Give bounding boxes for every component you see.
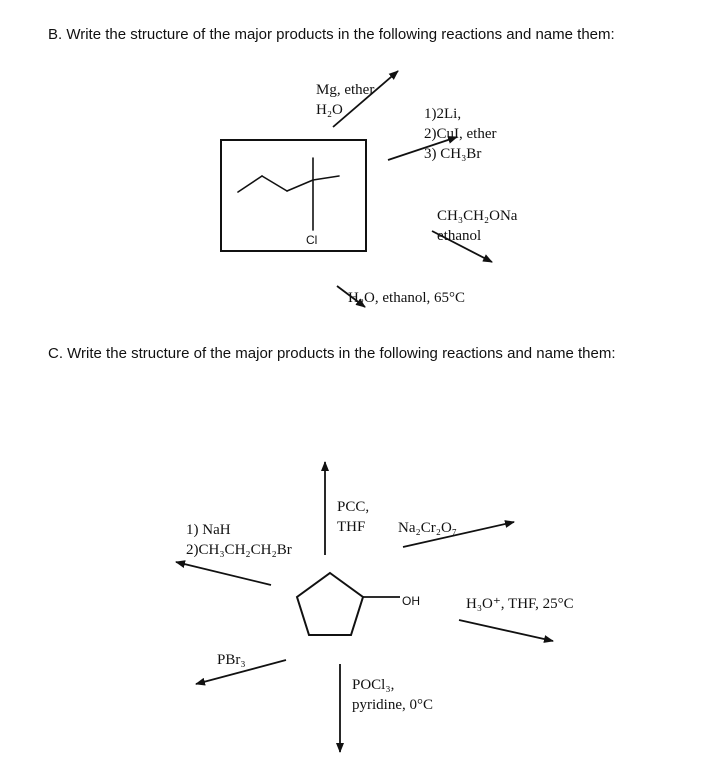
- reagent-b-mg-ether: Mg, ether H₂O: [316, 82, 375, 118]
- substrate-box: [221, 140, 366, 251]
- arrow-grignard: [333, 71, 398, 127]
- section-c-heading: C. Write the structure of the major products in the following reactions and name them:: [48, 345, 616, 362]
- reagent-c-pbr3: PBr₃: [217, 652, 246, 668]
- arrow-elimination: [432, 231, 492, 262]
- reagent-b-solvolysis: H₂O, ethanol, 65°C: [348, 290, 466, 306]
- section-b-heading: B. Write the structure of the major products in the following reactions and name them:: [48, 26, 615, 43]
- cyclopentane-ring: [297, 573, 363, 635]
- arrow-williamson: [176, 562, 271, 585]
- reagent-c-williamson: 1) NaH 2)CH₃CH₂CH₂Br: [186, 522, 292, 558]
- alkyl-chloride-structure: [238, 158, 339, 230]
- arrow-pbr3: [196, 660, 286, 684]
- arrow-gilman: [388, 137, 457, 160]
- chlorine-label: Cl: [306, 233, 318, 247]
- reagent-b-ethoxide: CH₃CH₂ONa ethanol: [437, 208, 518, 244]
- reagent-c-acid: H₃O⁺, THF, 25°C: [466, 596, 574, 612]
- reagent-b-cuprate: 1)2Li, 2)CuI, ether 3) CH₃Br: [424, 106, 497, 162]
- arrow-solvolysis: [337, 286, 365, 307]
- reagent-c-dichromate: Na₂Cr₂O₇: [398, 520, 458, 536]
- arrow-dichromate: [403, 522, 514, 547]
- reagent-c-pocl3: POCl₃, pyridine, 0°C: [352, 677, 433, 713]
- arrow-acid: [459, 620, 553, 641]
- hydroxyl-label: OH: [402, 594, 420, 608]
- reagent-c-pcc: PCC, THF: [337, 499, 370, 535]
